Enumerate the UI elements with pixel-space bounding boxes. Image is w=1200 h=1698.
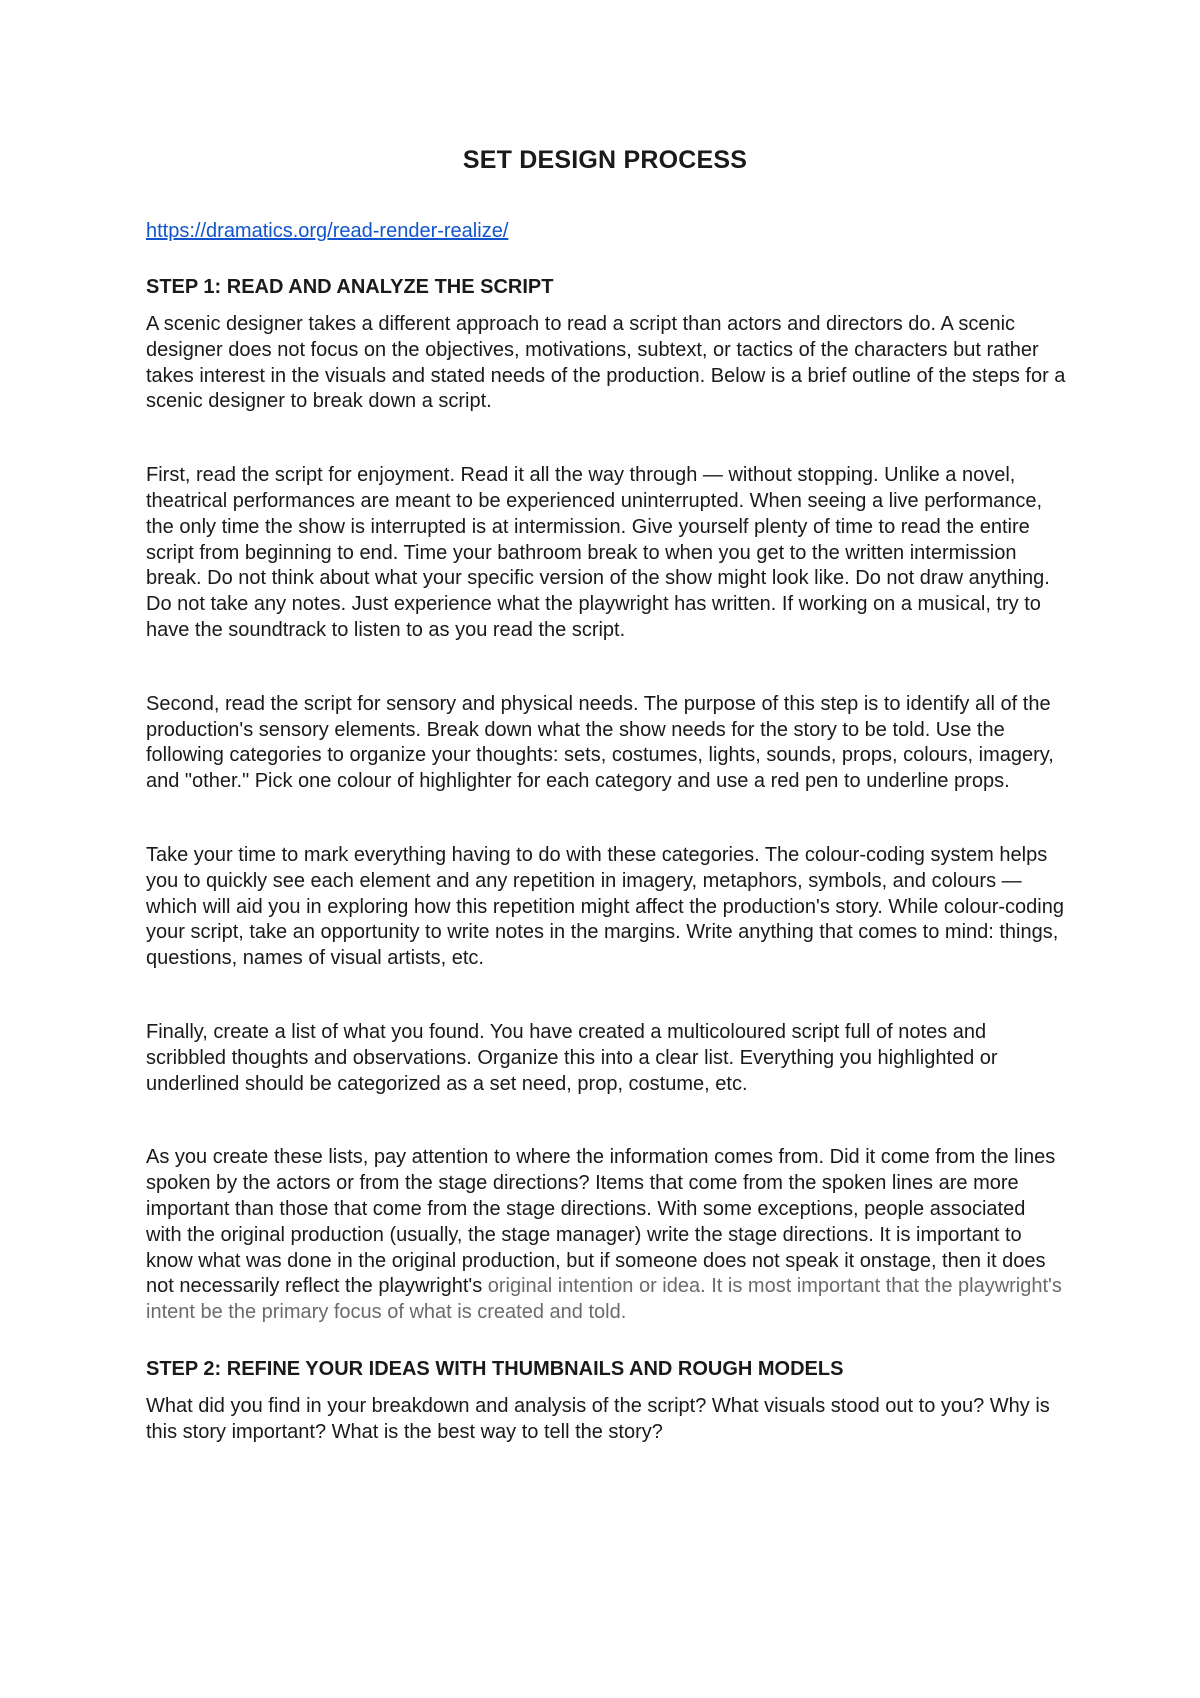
document-body [146, 218, 1066, 1494]
step1-paragraph-intro: A scenic designer takes a different approach to read a script than actors and directors do. A scenic designer does not focus on the objectives, motivations, subtext, or tactics of the characters but rather takes interest in the visuals and stated needs of the production. Below is a brief outline of the steps for a scenic designer to break down a script. [146, 313, 1066, 413]
step1-paragraph-list: Finally, create a list of what you found. You have created a multicoloured script full of notes and scribbled thoughts and observations. Organize this into a clear list. Everything you highlighted or underlined should be categorized as a set need, prop, costume, etc. [146, 1020, 998, 1095]
sources-text: As you create these lists, pay attention to where the information comes from. Did it come from the lines spoken by the actors or from the stage directions? Items that come from the spoken lines are more important than those that come from the stage directions. With some exceptions, people associated with the original production (usually, the stage manager) write the stage directions. It is important to know what was done in the original production, but if someone does not speak it onstage, then it does not necessarily reflect the playwright's [146, 1146, 1056, 1298]
step2-paragraph: What did you find in your breakdown and analysis of the script? What visuals stood out to you? Why is this story important? What is the best way to tell the story? [146, 1394, 1050, 1443]
step1-heading: STEP 1: READ AND ANALYZE THE SCRIPT [146, 276, 554, 298]
source-link[interactable]: https://dramatics.org/read-render-realize/ [146, 220, 509, 242]
step1-paragraph-second-read: Second, read the script for sensory and physical needs. The purpose of this step is to identify all of the production's sensory elements. Break down what the show needs for the story to be told. Use the following categories to organize your thoughts: sets, costumes, lights, sounds, props, colours, imagery, and "other." Pick one colour of highlighter for each category and use a red pen to underline props. [146, 692, 1054, 793]
document-title: SET DESIGN PROCESS [462, 146, 748, 174]
step1-paragraph-first-read: First, read the script for enjoyment. Read it all the way through — without stopping. Unlike a novel, theatrical performances are meant to be experienced uninterrupted. When seeing a live performance, the only time the show is interrupted is at intermission. Give yourself plenty of time to read the entire script from beginning to end. Time your bathroom break to when you get to the written intermission break. Do not think about what your specific version of the show might look like. Do not draw anything. Do not take any notes. Just experience what the playwright has written. If working on a musical, try to have the soundtrack to listen to as you read the script. [146, 464, 1050, 641]
sources-text-faded: original intention or idea. It is most important that the playwright's intent be the primary focus of what is created and told. [146, 1275, 1062, 1324]
step2-heading: STEP 2: REFINE YOUR IDEAS WITH THUMBNAILS AND ROUGH MODELS [146, 1357, 844, 1380]
step1-paragraph-sources [146, 1145, 1066, 1326]
step1-paragraph-colour-coding: Take your time to mark everything having to do with these categories. The colour-coding system helps you to quickly see each element and any repetition in imagery, metaphors, symbols, and colours — which will aid you in exploring how this repetition might affect the production's story. While colour-coding your script, take an opportunity to write notes in the margins. Write anything that comes to mind: things, questions, names of visual artists, etc. [146, 843, 1064, 970]
